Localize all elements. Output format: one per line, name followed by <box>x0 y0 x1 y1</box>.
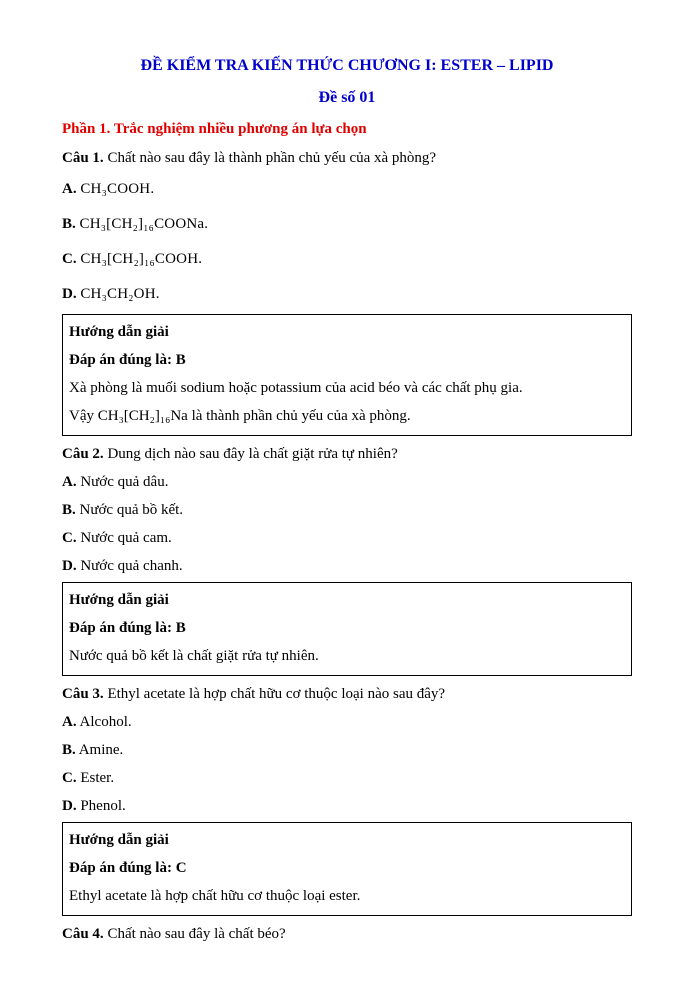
solution-heading: Hướng dẫn giải <box>69 832 169 848</box>
solution-box <box>62 582 632 676</box>
question-label: Câu 2. <box>62 446 104 462</box>
option-text: Nước quả chanh. <box>80 558 183 574</box>
question-line <box>62 680 632 708</box>
option-row <box>62 764 632 792</box>
option-text: CH₃CH₂OH. <box>80 286 160 302</box>
option-label: B. <box>62 502 76 518</box>
question-text: Ethyl acetate là hợp chất hữu cơ thuộc loại nào sau đây? <box>107 686 446 702</box>
option-label: D. <box>62 798 77 814</box>
question-label: Câu 1. <box>62 150 104 166</box>
option-text: Phenol. <box>80 798 126 814</box>
question-line <box>62 440 632 468</box>
option-row <box>62 792 632 820</box>
solution-answer: Đáp án đúng là: B <box>69 620 186 636</box>
document-title: ĐỀ KIỂM TRA KIẾN THỨC CHƯƠNG I: ESTER – LIPID <box>140 57 554 74</box>
option-label: C. <box>62 251 77 267</box>
option-label: C. <box>62 530 77 546</box>
option-label: A. <box>62 181 77 197</box>
question-block-3 <box>62 680 632 916</box>
question-text: Chất nào sau đây là thành phần chủ yếu của xà phòng? <box>107 150 437 166</box>
question-label: Câu 4. <box>62 926 104 942</box>
option-text: CH₃[CH₂]₁₆COOH. <box>80 251 203 267</box>
solution-heading: Hướng dẫn giải <box>69 592 169 608</box>
solution-answer: Đáp án đúng là: C <box>69 860 187 876</box>
option-row <box>62 552 632 580</box>
question-text: Dung dịch nào sau đây là chất giặt rửa tự nhiên? <box>107 446 398 462</box>
option-label: A. <box>62 714 77 730</box>
exam-number-subtitle: Đề số 01 <box>318 89 376 106</box>
solution-box <box>62 314 632 436</box>
option-text: Amine. <box>78 742 124 758</box>
solution-line: Vậy CH₃[CH₂]₁₆Na là thành phần chủ yếu của xà phòng. <box>69 408 411 424</box>
option-text: Ester. <box>80 770 115 786</box>
section-heading: Phần 1. Trắc nghiệm nhiều phương án lựa chọn <box>62 121 367 137</box>
question-line <box>62 144 632 172</box>
option-row <box>62 207 632 242</box>
solution-heading: Hướng dẫn giải <box>69 324 169 340</box>
option-label: D. <box>62 558 77 574</box>
question-block-2 <box>62 440 632 676</box>
option-text: CH₃[CH₂]₁₆COONa. <box>79 216 209 232</box>
question-text: Chất nào sau đây là chất béo? <box>107 926 286 942</box>
option-label: D. <box>62 286 77 302</box>
option-label: C. <box>62 770 77 786</box>
option-row <box>62 708 632 736</box>
option-text: Nước quả cam. <box>80 530 172 546</box>
question-block-1 <box>62 144 632 436</box>
question-label: Câu 3. <box>62 686 104 702</box>
solution-line: Nước quả bồ kết là chất giặt rửa tự nhiên. <box>69 648 319 664</box>
solution-line: Xà phòng là muối sodium hoặc potassium của acid béo và các chất phụ gia. <box>69 380 523 396</box>
option-label: B. <box>62 216 76 232</box>
option-label: B. <box>62 742 76 758</box>
option-text: Alcohol. <box>79 714 132 730</box>
solution-answer: Đáp án đúng là: B <box>69 352 186 368</box>
solution-line: Ethyl acetate là hợp chất hữu cơ thuộc loại ester. <box>69 888 361 904</box>
option-row <box>62 468 632 496</box>
option-text: Nước quả bồ kết. <box>79 502 184 518</box>
option-row <box>62 277 632 312</box>
option-row <box>62 524 632 552</box>
option-text: CH₃COOH. <box>80 181 155 197</box>
solution-box <box>62 822 632 916</box>
option-row <box>62 242 632 277</box>
question-block-4 <box>62 920 632 948</box>
option-label: A. <box>62 474 77 490</box>
question-line <box>62 920 632 948</box>
option-row <box>62 736 632 764</box>
option-row <box>62 172 632 207</box>
option-row <box>62 496 632 524</box>
option-text: Nước quả dâu. <box>80 474 169 490</box>
